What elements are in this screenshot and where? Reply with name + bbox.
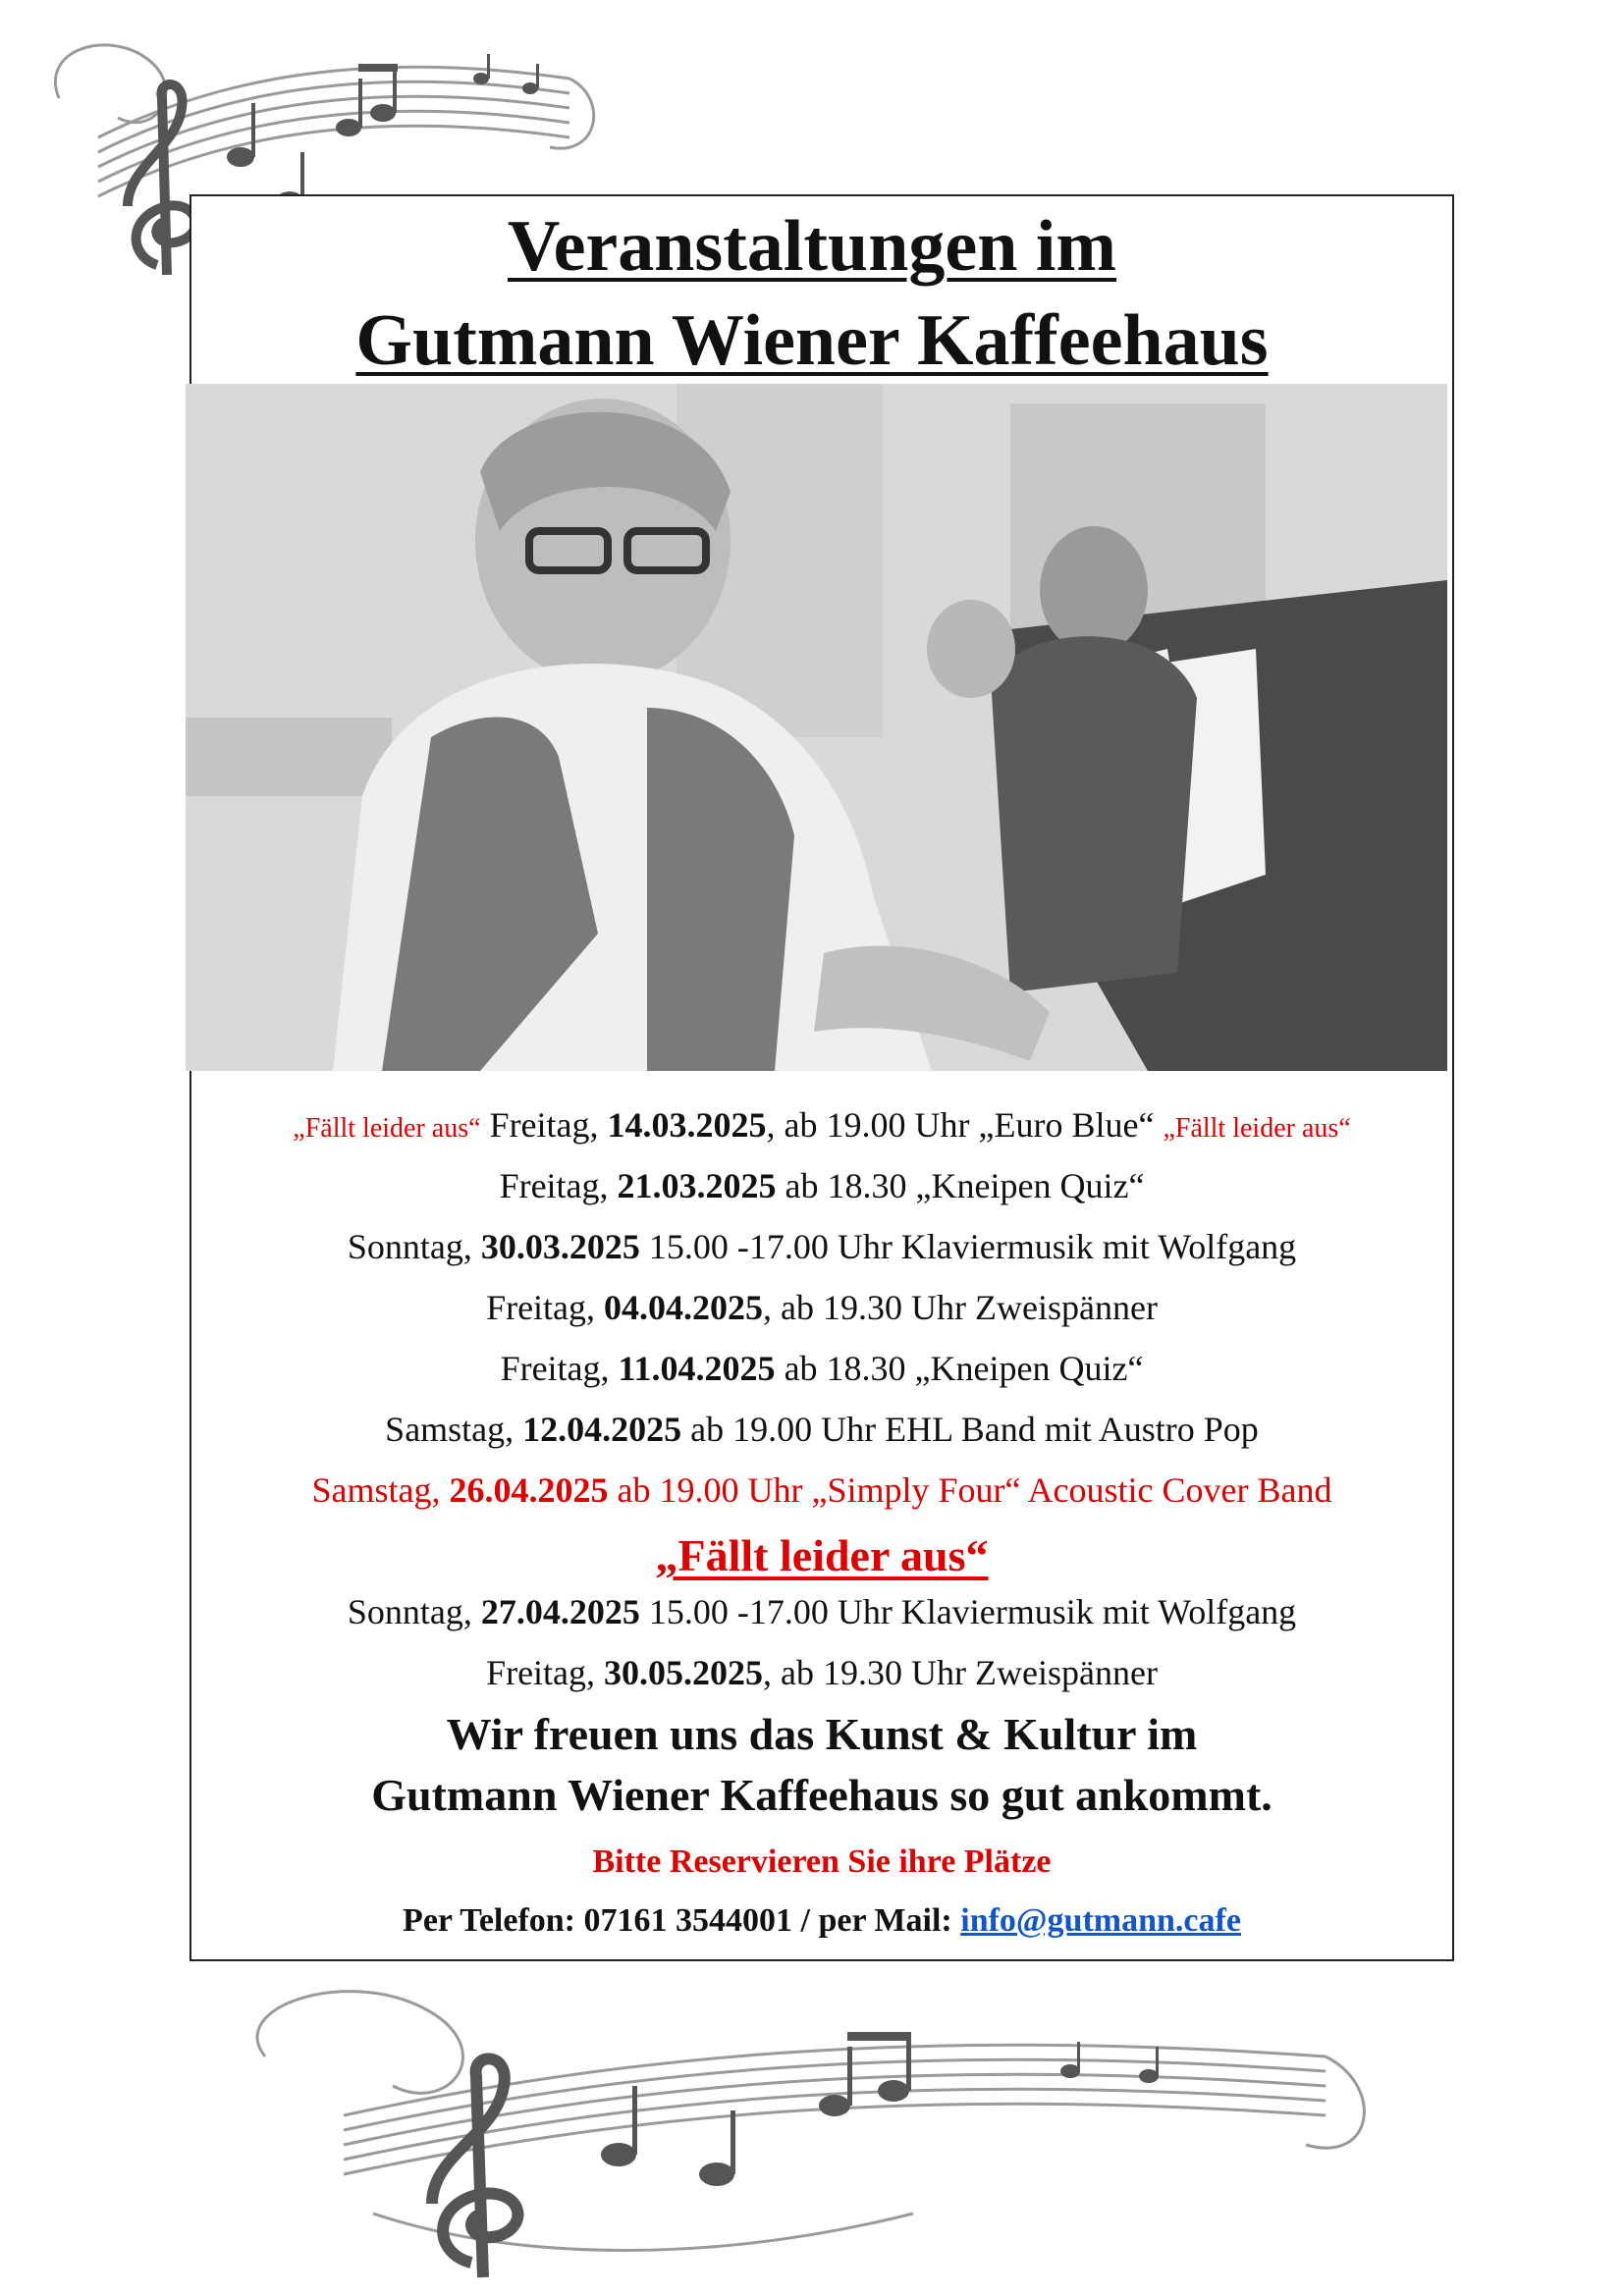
event-7: Samstag, 26.04.2025 ab 19.00 Uhr „Simply Four“ Acoustic Cover Band [311,1470,1332,1510]
event-date: 27.04.2025 [480,1592,640,1631]
event-date: 26.04.2025 [449,1470,609,1510]
event-list [189,1104,1454,1713]
event-date: 11.04.2025 [618,1349,776,1388]
closing-line-2: Gutmann Wiener Kaffeehaus so gut ankommt. [371,1770,1272,1820]
cancel-note: „Fällt leider aus“ [293,1113,481,1144]
event-9: Freitag, 30.05.2025, ab 19.30 Uhr Zweispänner [486,1653,1158,1692]
event-5: Freitag, 11.04.2025 ab 18.30 „Kneipen Quiz“ [500,1349,1144,1388]
event-8: Sonntag, 27.04.2025 15.00 -17.00 Uhr Klaviermusik mit Wolfgang [347,1592,1297,1631]
email-link[interactable]: info@gutmann.cafe [960,1902,1241,1939]
event-6: Samstag, 12.04.2025 ab 19.00 Uhr EHL Band mit Austro Pop [385,1410,1259,1449]
reservation-note: Bitte Reservieren Sie ihre Plätze [592,1843,1052,1880]
event-4: Freitag, 04.04.2025, ab 19.30 Uhr Zweispänner [486,1288,1158,1327]
contact-phone: Per Telefon: 07161 3544001 / per Mail: [403,1902,961,1939]
event-date: 30.05.2025 [604,1653,764,1692]
photo-illustration-icon [186,384,1447,1071]
contact-line [189,1902,1454,1940]
event-date: 14.03.2025 [607,1105,767,1145]
cancel-note-large: „Fällt leider aus“ [655,1530,989,1580]
event-date: 21.03.2025 [617,1166,777,1205]
page-title-line-1: Veranstaltungen im [507,206,1117,287]
event-2: Freitag, 21.03.2025 ab 18.30 „Kneipen Quiz“ [499,1166,1145,1205]
event-1: „Fällt leider aus“ Freitag, 14.03.2025, ab 19.00 Uhr „Euro Blue“ „Fällt leider aus“ [293,1105,1351,1145]
event-date: 04.04.2025 [604,1288,764,1327]
pianist-photo [186,384,1447,1071]
cancel-note: „Fällt leider aus“ [1163,1113,1351,1144]
event-date: 12.04.2025 [522,1410,682,1449]
event-date: 30.03.2025 [480,1227,640,1266]
page-title-line-2: Gutmann Wiener Kaffeehaus [355,300,1269,381]
music-staff-bottom-icon [226,1968,1404,2292]
closing-line-1: Wir freuen uns das Kunst & Kultur im [446,1709,1198,1759]
event-3: Sonntag, 30.03.2025 15.00 -17.00 Uhr Klaviermusik mit Wolfgang [347,1227,1297,1266]
